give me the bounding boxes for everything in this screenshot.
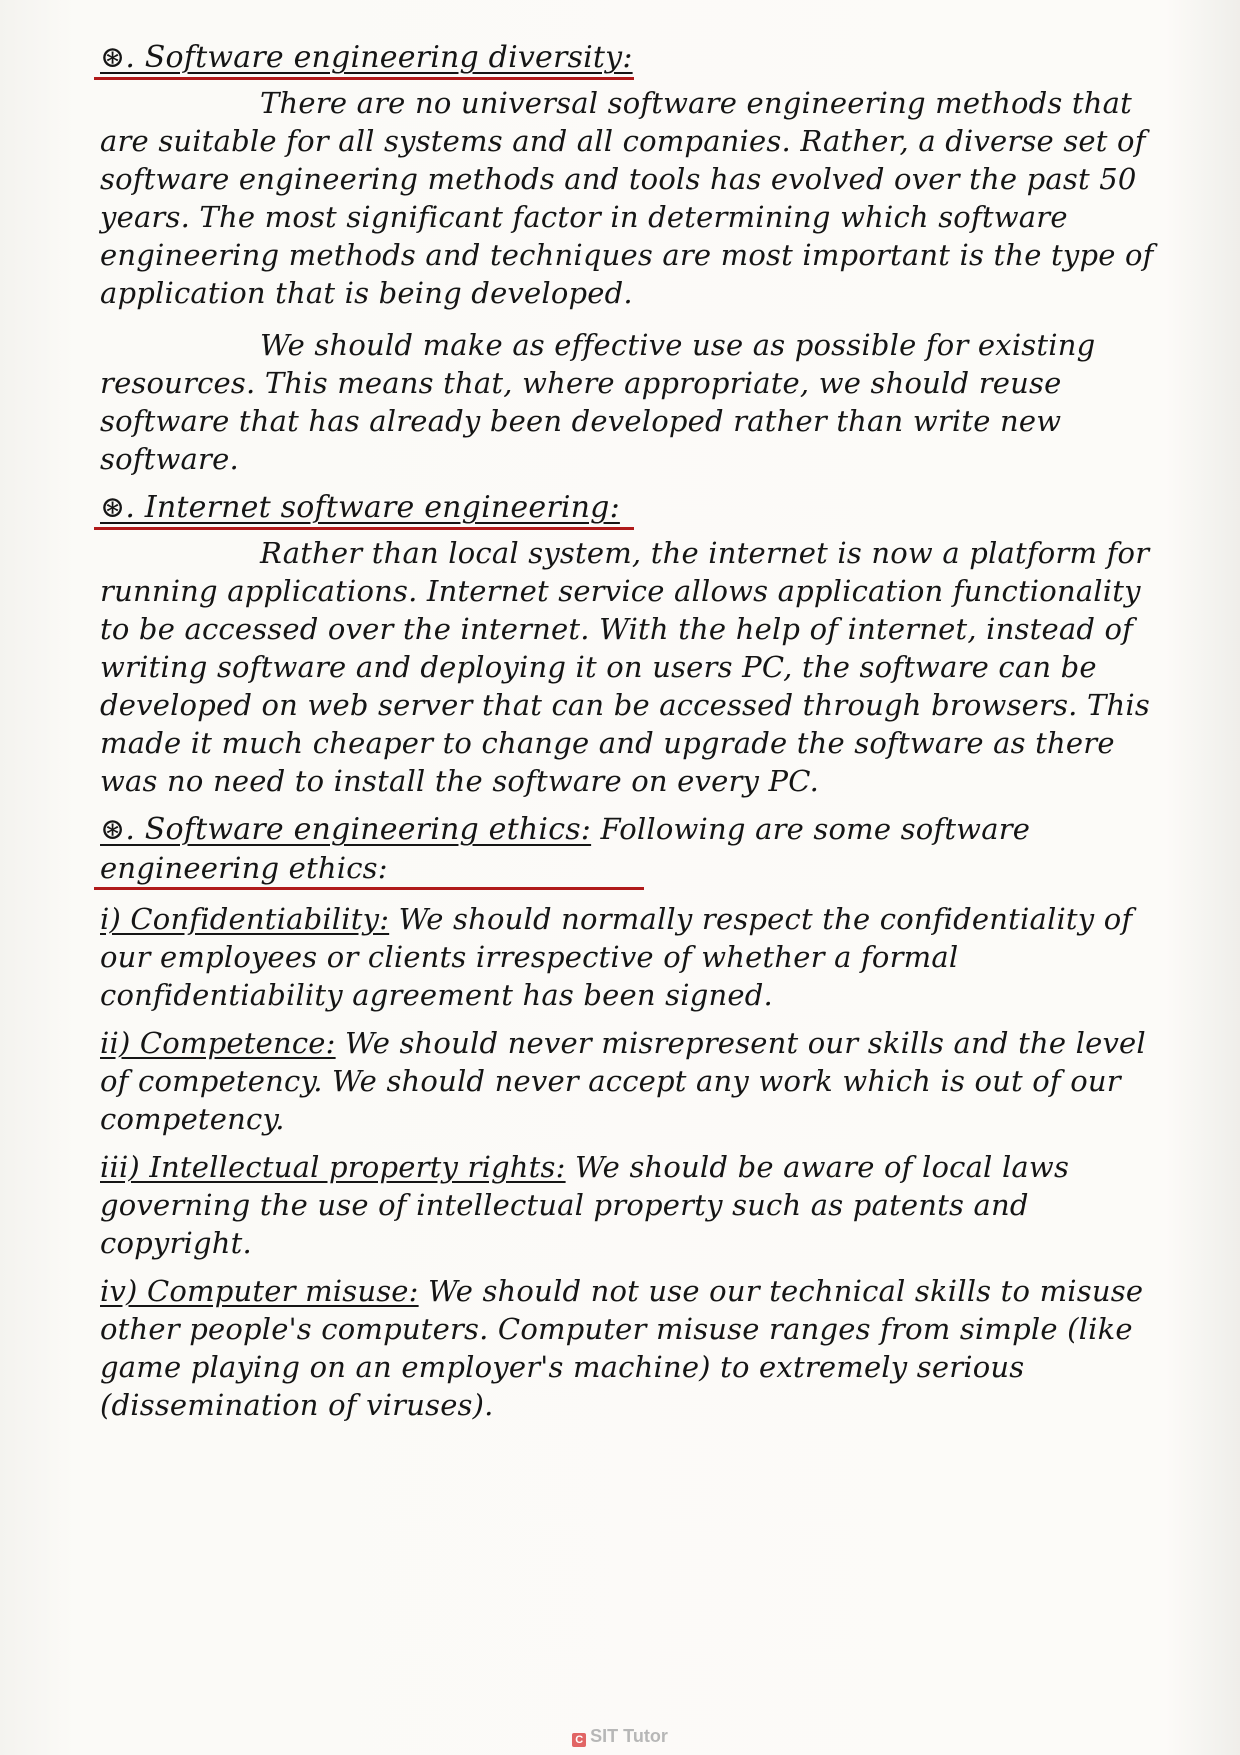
paragraph: We should make as effective use as possible for existing resources. This means that, where appropriate, we should reuse software that has already been developed rather than write new software. <box>100 328 1096 476</box>
section-heading-internet: ⊛. Internet software engineering: <box>100 490 620 525</box>
section-heading-ethics: ⊛. Software engineering ethics: <box>100 812 592 847</box>
list-item <box>100 1148 1170 1262</box>
watermark-text: SIT Tutor <box>590 1726 668 1746</box>
watermark <box>0 1726 1240 1747</box>
section-heading-diversity: ⊛. Software engineering diversity: <box>100 40 633 75</box>
list-item <box>100 1272 1170 1424</box>
ethics-item-text: We should normally respect the confidentiality of our employees or clients irrespective of whether a formal confidentiability agreement has been signed. <box>100 902 1133 1012</box>
ethics-item-label: ii) Competence: <box>100 1026 336 1060</box>
heading-underline <box>94 887 644 890</box>
brand-logo-icon: C <box>572 1733 586 1747</box>
heading-underline <box>94 77 634 80</box>
ethics-item-label: i) Confidentiability: <box>100 902 390 936</box>
section-intro: Following are some software engineering ethics: <box>100 812 1031 885</box>
ethics-item-text: We should never misrepresent our skills and the level of competency. We should never accept any work which is out of our competency. <box>100 1026 1146 1136</box>
paragraph: There are no universal software engineering methods that are suitable for all systems and all companies. Rather, a diverse set of software engineering methods and tools has evolved over the past 50 years. The most significant factor in determining which software engineering methods and techniques are most important is the type of application that is being developed. <box>100 86 1154 310</box>
list-item <box>100 900 1170 1014</box>
ethics-item-label: iii) Intellectual property rights: <box>100 1150 566 1184</box>
ethics-item-text: We should be aware of local laws governing the use of intellectual property such as patents and copyright. <box>100 1150 1070 1260</box>
heading-underline <box>94 527 634 530</box>
notes-content <box>100 38 1170 1424</box>
ethics-item-text: We should not use our technical skills to misuse other people's computers. Computer misuse ranges from simple (like game playing on an employer's machine) to extremely serious (dissemination of viruses). <box>100 1274 1144 1422</box>
paragraph: Rather than local system, the internet is now a platform for running applications. Internet service allows application functionality to be accessed over the internet. With the help of internet, instead of writing software and deploying it on users PC, the software can be developed on web server that can be accessed through browsers. This made it much cheaper to change and upgrade the software as there was no need to install the software on every PC. <box>100 536 1150 798</box>
ethics-item-label: iv) Computer misuse: <box>100 1274 419 1308</box>
list-item <box>100 1024 1170 1138</box>
